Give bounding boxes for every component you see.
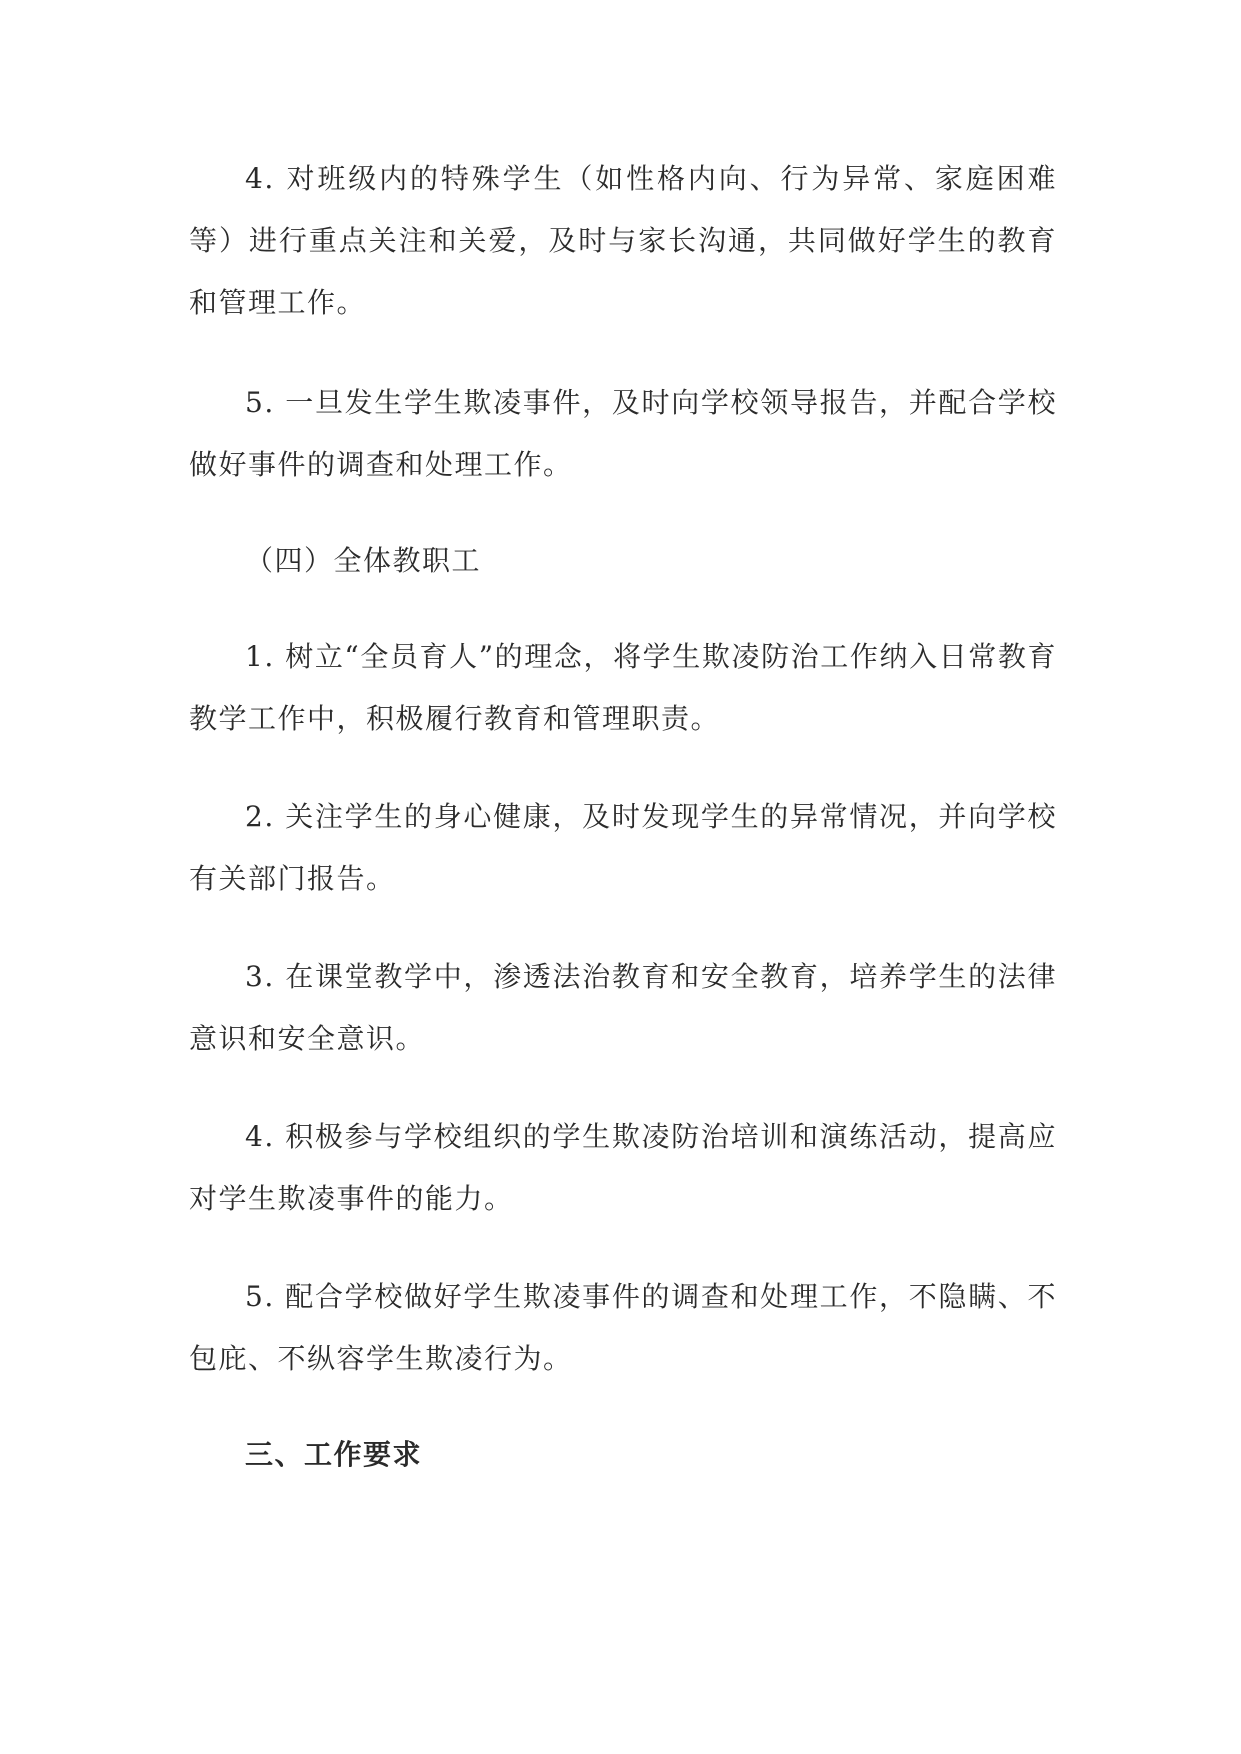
paragraph-staff-item-2: 2. 关注学生的身心健康，及时发现学生的异常情况，并向学校有关部门报告。 — [189, 800, 1057, 895]
paragraph-class-item-5: 5. 一旦发生学生欺凌事件，及时向学校领导报告，并配合学校做好事件的调查和处理工作。 — [189, 386, 1057, 481]
paragraph-class-item-4: 4. 对班级内的特殊学生（如性格内向、行为异常、家庭困难等）进行重点关注和关爱，及时与家长沟通，共同做好学生的教育和管理工作。 — [189, 162, 1057, 319]
section-heading-work-requirements: 三、工作要求 — [245, 1438, 423, 1471]
paragraph-staff-item-1: 1. 树立“全员育人”的理念，将学生欺凌防治工作纳入日常教育教学工作中，积极履行教育和管理职责。 — [189, 640, 1057, 735]
paragraph-staff-item-5: 5. 配合学校做好学生欺凌事件的调查和处理工作，不隐瞒、不包庇、不纵容学生欺凌行为。 — [189, 1280, 1057, 1375]
paragraph-staff-item-3: 3. 在课堂教学中，渗透法治教育和安全教育，培养学生的法律意识和安全意识。 — [189, 960, 1057, 1055]
subheading-all-staff: （四）全体教职工 — [245, 544, 482, 577]
paragraph-staff-item-4: 4. 积极参与学校组织的学生欺凌防治培训和演练活动，提高应对学生欺凌事件的能力。 — [189, 1120, 1057, 1215]
